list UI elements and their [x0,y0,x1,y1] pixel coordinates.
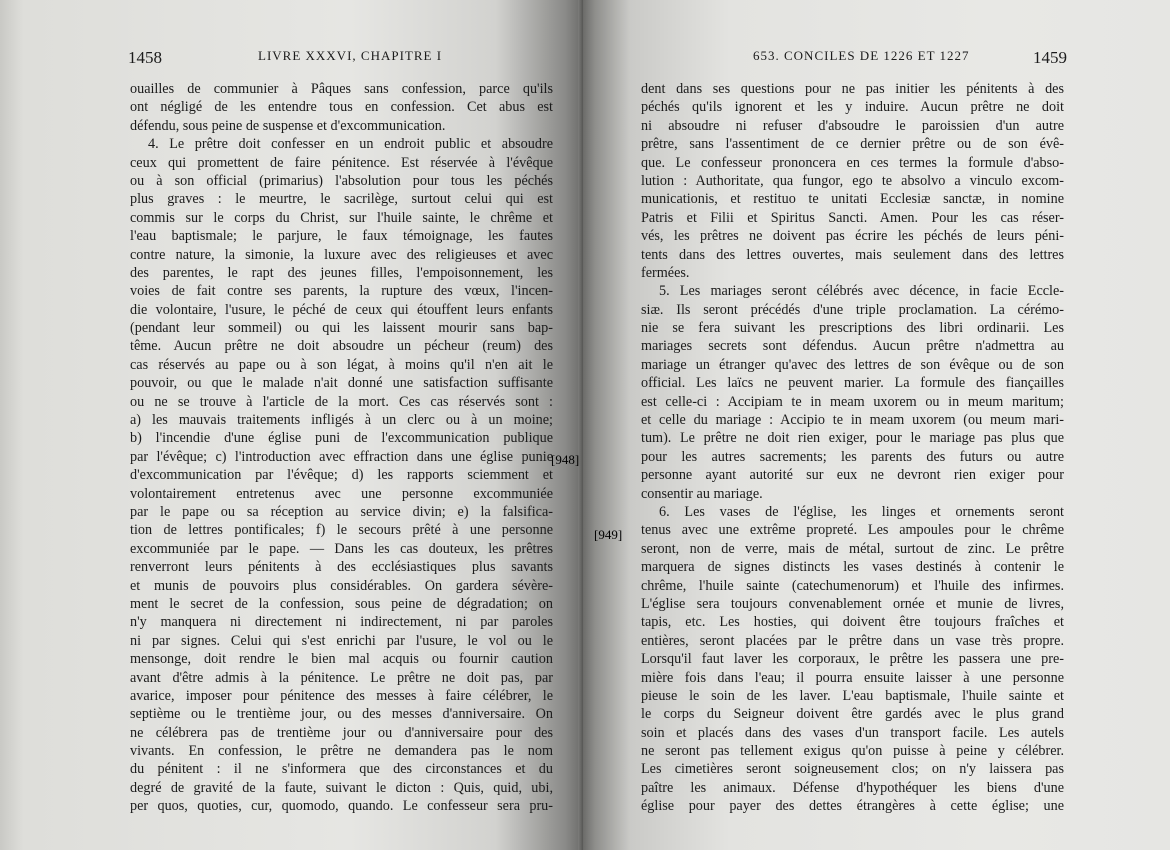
text-line: tapis, etc. Les hosties, qui doivent être toujours fraîches et [641,614,1064,631]
text-line: que. Le confesseur prononcera en ces termes la formule d'abso- [641,154,1064,171]
text-line: entières, seront placées par le prêtre dans un vase très propre. [641,632,1064,649]
text-line: des parentes, le rapt des jeunes filles, l'empoisonnement, les [130,264,553,281]
text-line: Lorsqu'il faut laver les corporaux, le prêtre les passera une pre- [641,651,1064,668]
text-line: prêtre, sans l'assentiment de ce dernier prêtre ou de son évê- [641,136,1064,153]
text-line: ne célébrera pas de trentième jour ou d'anniversaire pour des [130,724,553,741]
text-line: seront, non de verre, mais de métal, surtout de zinc. Le prêtre [641,540,1064,557]
text-line: lution : Authoritate, qua fungor, ego te absolvo a vinculo excom- [641,172,1064,189]
text-line: nie se fera suivant les prescriptions des libri ordinarii. Les [641,320,1064,337]
text-line: contre nature, la simonie, la luxure avec des religieuses et avec [130,246,553,263]
text-line: l'eau baptismale; le parjure, le faux témoignage, les fautes [130,228,553,245]
text-line: tenus avec une extrême propreté. Les ampoules pour le chrême [641,522,1064,539]
text-line: degré de gravité de la faute, suivant le dicton : Quis, quid, ubi, [130,779,553,796]
text-line: avant d'être admis à la pénitence. Le prêtre ne doit pas, par [130,669,553,686]
text-line: tion de lettres pontificales; f) le secours prêté à une personne [130,522,553,539]
text-line: voies de fait contre ses parents, la rupture des vœux, l'incen- [130,283,553,300]
margin-note-948: [948] [551,452,580,467]
text-line: soin et placés dans des vases d'un transport facile. Les autels [641,724,1064,741]
text-line: et celle du mariage : Accipio te in meam uxorem (ou meum mari- [641,412,1064,429]
right-page [583,0,1170,850]
text-line: mariage un étranger qu'avec des lettres de son évêque ou de son [641,356,1064,373]
left-page-text [130,80,553,816]
margin-note-949: [949] [594,527,623,542]
text-line: tum). Le prêtre ne doit rien exiger, pour le mariage pas plus que [641,430,1064,447]
text-line: b) l'incendie d'une église puni de l'excommunication publique [130,430,553,447]
text-line: du pénitent : il ne s'informera que des circonstances et du [130,761,553,778]
text-line: 4. Le prêtre doit confesser en un endroit public et absoudre [148,136,553,153]
text-line: vés, les prêtres ne doivent pas écrire les péchés de leurs péni- [641,228,1064,245]
text-line: par le pape ou sa réception au service divin; e) la falsifica- [130,503,553,520]
text-line: ont négligé de les entendre tous en confession. Cet abus est [130,99,553,116]
text-line: consentir au mariage. [641,485,763,502]
text-line: par l'évêque; c) l'introduction avec effraction dans une église punie [130,448,553,465]
text-line: n'y manquera ni directement ni indirectement, ni par paroles [130,614,553,631]
text-line: tents dans des lettres ouvertes, mais seulement dans des lettres [641,246,1064,263]
text-line: a) les mauvais traitements infligés à un clerc ou à un moine; [130,412,553,429]
text-line: ni par signes. Celui qui s'est enrichi par l'usure, le vol ou le [130,632,553,649]
left-page [0,0,583,850]
text-line: ceux qui promettent de faire pénitence. Est réservée à l'évêque [130,154,553,171]
text-line: (pendant leur sommeil) ou qui les laissent mourir sans bap- [130,320,553,337]
text-line: vivants. En confession, le prêtre ne demandera pas le nom [130,743,553,760]
text-line: dent dans ses questions pour ne pas initier les pénitents à des [641,81,1064,97]
text-line: et munis de pouvoirs plus considérables. On gardera sévère- [130,577,553,594]
text-line: ne seront pas tellement exigus qu'on puisse à peine y célébrer. [641,743,1064,760]
text-line: mensonge, doit rendre le bien mal acquis ou fournir caution [130,651,553,668]
text-line: ment le secret de la confession, sous peine de dégradation; on [130,595,553,612]
text-line: fermées. [641,264,690,281]
text-line: 6. Les vases de l'église, les linges et ornements seront [659,503,1064,520]
text-line: municationis, et restituo te unitati Ecclesiæ sanctæ, in nomine [641,191,1064,208]
text-line: ou à son official (primarius) l'absolution pour tous les péchés [130,172,553,189]
right-page-text [641,80,1064,816]
text-line: excommuniée par le pape. — Dans les cas douteux, les prêtres [130,540,553,557]
text-line: commis sur le corps du Christ, sur l'huile sainte, le chrême et [130,209,553,226]
text-line: plus graves : le meurtre, le sacrilège, surtout celui qui est [130,191,553,208]
text-line: le corps du Seigneur doivent être gardés avec le plus grand [641,706,1064,723]
text-line: 5. Les mariages seront célébrés avec décence, in facie Eccle- [659,283,1064,300]
text-line: paître les animaux. Défense d'hypothéquer les biens d'une [641,779,1064,796]
text-line: ni absoudre ni refuser d'absoudre le paroissien d'un autre [641,117,1064,134]
text-line: est celle-ci : Accipiam te in meam uxorem ou in meum maritum; [641,393,1064,410]
text-line: mariages secrets sont défendus. Aucun prêtre n'admettra au [641,338,1064,355]
text-line: péchés qu'ils ignorent et les y induire. Aucun prêtre ne doit [641,99,1064,116]
text-line: Les cimetières seront soigneusement clos; on n'y laissera pas [641,761,1064,778]
text-line: septième ou le trentième jour, ou des messes d'anniversaire. On [130,706,553,723]
text-line: avarice, imposer pour pénitence des messes à faire célébrer, le [130,687,553,704]
left-running-head: LIVRE XXXVI, CHAPITRE I [258,48,443,63]
text-line: mière fois dans l'eau; il pourra ensuite laisser à une personne [641,669,1064,686]
text-line: Patris et Filii et Spiritus Sancti. Amen. Pour les cas réser- [641,209,1064,226]
text-line: siæ. Ils seront précédés d'une triple proclamation. La cérémo- [641,301,1064,318]
text-line: renverront leurs pénitents à des ecclésiastiques plus savants [130,559,553,576]
text-line: ou ne se trouve à l'article de la mort. Ces cas réservés sont : [130,393,553,410]
text-line: volontairement entretenus avec une personne excommuniée [130,485,553,502]
text-line: défendu, sous peine de suspense et d'excommunication. [130,117,446,134]
right-page-number: 1459 [1033,48,1067,67]
text-line: die volontaire, l'usure, le péché de ceux qui étouffent leurs enfants [130,301,553,318]
text-line: official. Les laïcs ne peuvent marier. La formule des fiançailles [641,375,1064,392]
text-line: pieuse le soin de les laver. L'eau baptismale, l'huile sainte et [641,687,1064,704]
text-line: église pour payer des dettes étrangères à cette église; une [641,798,1064,815]
right-running-head: 653. CONCILES DE 1226 ET 1227 [753,48,970,63]
text-line: ouailles de communier à Pâques sans confession, parce qu'ils [130,81,553,97]
left-page-number: 1458 [128,48,162,67]
text-line: cas réservés au pape ou à son légat, à moins qu'il n'en ait le [130,356,553,373]
text-line: per quos, quoties, cur, quomodo, quando. Le confesseur sera pru- [130,798,553,815]
text-line: d'excommunication par l'évêque; d) les rapports sciemment et [130,467,553,484]
text-line: chrême, l'huile sainte (catechumenorum) et l'huile des infirmes. [641,577,1064,594]
text-line: pouvoir, ou que le malade n'ait donné une satisfaction suffisante [130,375,553,392]
text-line: tême. Aucun prêtre ne doit absoudre un pécheur (reum) des [130,338,553,355]
text-line: pour les autres sacrements; les parents des futurs ou autre [641,448,1064,465]
text-line: L'église sera toujours convenablement ornée et munie de livres, [641,595,1064,612]
text-line: marquera de signes distincts les vases destinés à contenir le [641,559,1064,576]
text-line: personne ayant autorité sur eux ne devront rien exiger pour [641,467,1064,484]
